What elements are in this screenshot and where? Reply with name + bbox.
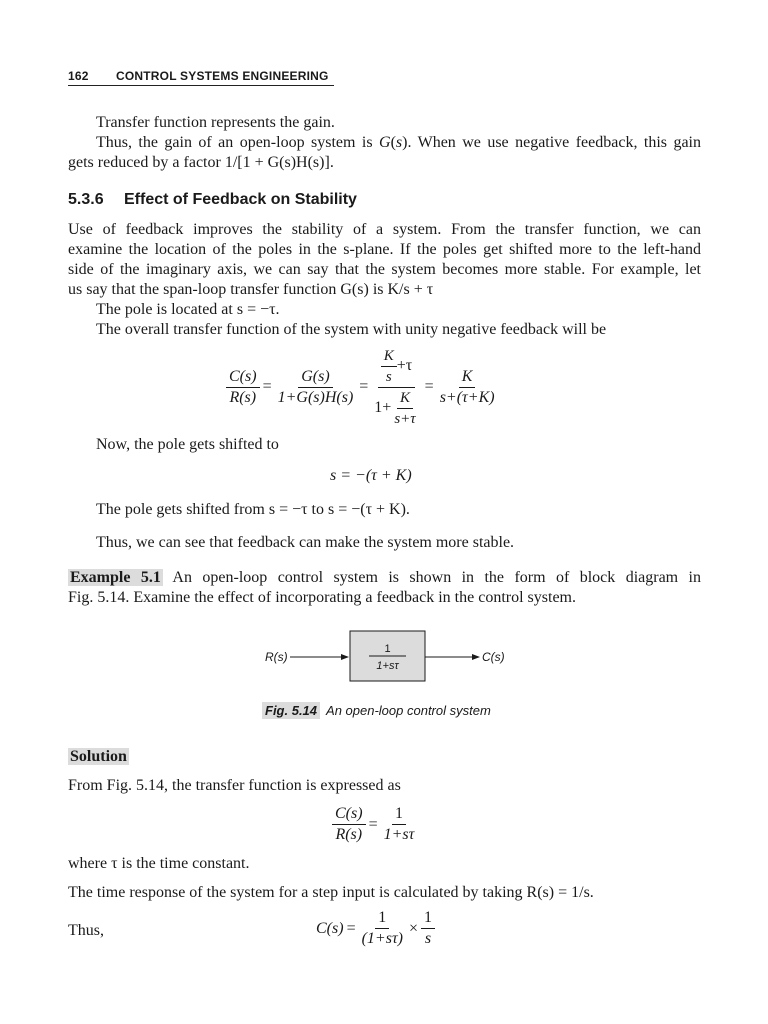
pole-location-text: The pole is located at s = −τ. xyxy=(96,301,280,318)
eq3-fraction-1: $\frac{1}{(1+s\tau)}$ xyxy=(361,909,403,947)
figure-caption xyxy=(262,703,491,718)
eq2-rhs-fraction: $\frac{1}{1+s\tau}$ xyxy=(383,805,415,843)
page-number: 162 xyxy=(68,69,89,83)
input-label: R(s) xyxy=(265,650,288,664)
conclusion-text: Thus, we can see that feedback can make the system more stable. xyxy=(96,534,515,551)
solution-heading xyxy=(68,747,701,767)
example-line-2: Fig. 5.14. Examine the effect of incorporating a feedback in the control system. xyxy=(68,589,576,606)
section-para-line-2: examine the location of the poles in the s-plane. If the poles get shifted more to the left-hand xyxy=(68,241,701,258)
intro-line-2: Thus, the gain of an open-loop system is G(s). When we use negative feedback, this gain xyxy=(96,134,701,151)
shift-text: Now, the pole gets shifted to xyxy=(96,436,279,453)
figure-tag: Fig. 5.14 xyxy=(262,702,320,719)
open-loop-tf-equation: $\frac{C(s)}{R(s)}$ = $\frac{1}{1+s\tau}$ xyxy=(332,804,417,845)
solution-label: Solution xyxy=(70,748,127,765)
step-input-text: The time response of the system for a step input is calculated by taking R(s) = 1/s. xyxy=(68,884,594,901)
eq1-rhs-fraction: $\frac{K}{s+(\tau+K)}$ xyxy=(439,367,495,406)
shifted-pole-equation: s = −(τ + K) xyxy=(330,467,412,484)
output-label: C(s) xyxy=(482,650,505,664)
section-para-line-3: side of the imaginary axis, we can say that the system becomes more stable. For example, let xyxy=(68,261,701,278)
section-para-line-4: us say that the span-loop transfer function G(s) is K/s + τ xyxy=(68,281,434,298)
eq1-mid-fraction: $\frac{G(s)}{1+G(s)H(s)}$ xyxy=(277,367,354,406)
eq3-fraction-2: $\frac{1}{s}$ xyxy=(421,908,435,949)
output-arrowhead xyxy=(472,654,480,660)
eq3-lhs: C(s) xyxy=(316,919,344,937)
figure-caption-text: An open-loop control system xyxy=(326,703,491,718)
running-title: CONTROL SYSTEMS ENGINEERING xyxy=(116,69,329,83)
section-para-line-1: Use of feedback improves the stability of a system. From the transfer function, we can xyxy=(68,221,701,238)
where-text: where τ is the time constant. xyxy=(68,855,250,872)
overall-tf-text: The overall transfer function of the system with unity negative feedback will be xyxy=(96,321,607,338)
section-number: 5.3.6 xyxy=(68,191,104,208)
step-response-equation: C(s) = $\frac{1}{(1+s\tau)}$ × $\frac{1}{s}$ xyxy=(316,908,435,949)
input-arrowhead xyxy=(341,654,349,660)
shift-from-text: The pole gets shifted from s = −τ to s = −(τ + K). xyxy=(96,501,410,518)
eq1-lhs-fraction: $\frac{C(s)}{R(s)}$ xyxy=(226,367,260,408)
intro-line-1: Transfer function represents the gain. xyxy=(96,114,335,131)
section-heading xyxy=(68,191,357,209)
example-label: Example 5.1 xyxy=(70,569,161,586)
solution-line-1: From Fig. 5.14, the transfer function is expressed as xyxy=(68,777,401,794)
eq1-compound-fraction: $\frac{K}{s}$ +τ 1+ $\frac{K}{s+\tau}$ xyxy=(374,347,416,427)
block-numerator: 1 xyxy=(384,643,391,655)
intro-line-3: gets reduced by a factor 1/[1 + G(s)H(s)]. xyxy=(68,154,334,171)
header-rule xyxy=(68,85,334,86)
running-header xyxy=(68,69,329,83)
example-line-1: Example 5.1 An open-loop control system is shown in the form of block diagram in xyxy=(70,569,701,586)
closed-loop-tf-equation: $\frac{C(s)}{R(s)}$ = $\frac{G(s)}{1+G(s)H(s)}$ = $\frac{K}{s}$ +τ 1+ $\frac{K}{s+\tau}$ = $\frac{K}{s+(\tau+K)}$ xyxy=(226,344,498,430)
section-title: Effect of Feedback on Stability xyxy=(124,191,357,208)
eq2-lhs-fraction: $\frac{C(s)}{R(s)}$ xyxy=(332,804,366,845)
block-denominator: 1+sτ xyxy=(376,660,399,672)
thus-label: Thus, xyxy=(68,922,104,939)
open-loop-block-diagram xyxy=(255,625,525,687)
